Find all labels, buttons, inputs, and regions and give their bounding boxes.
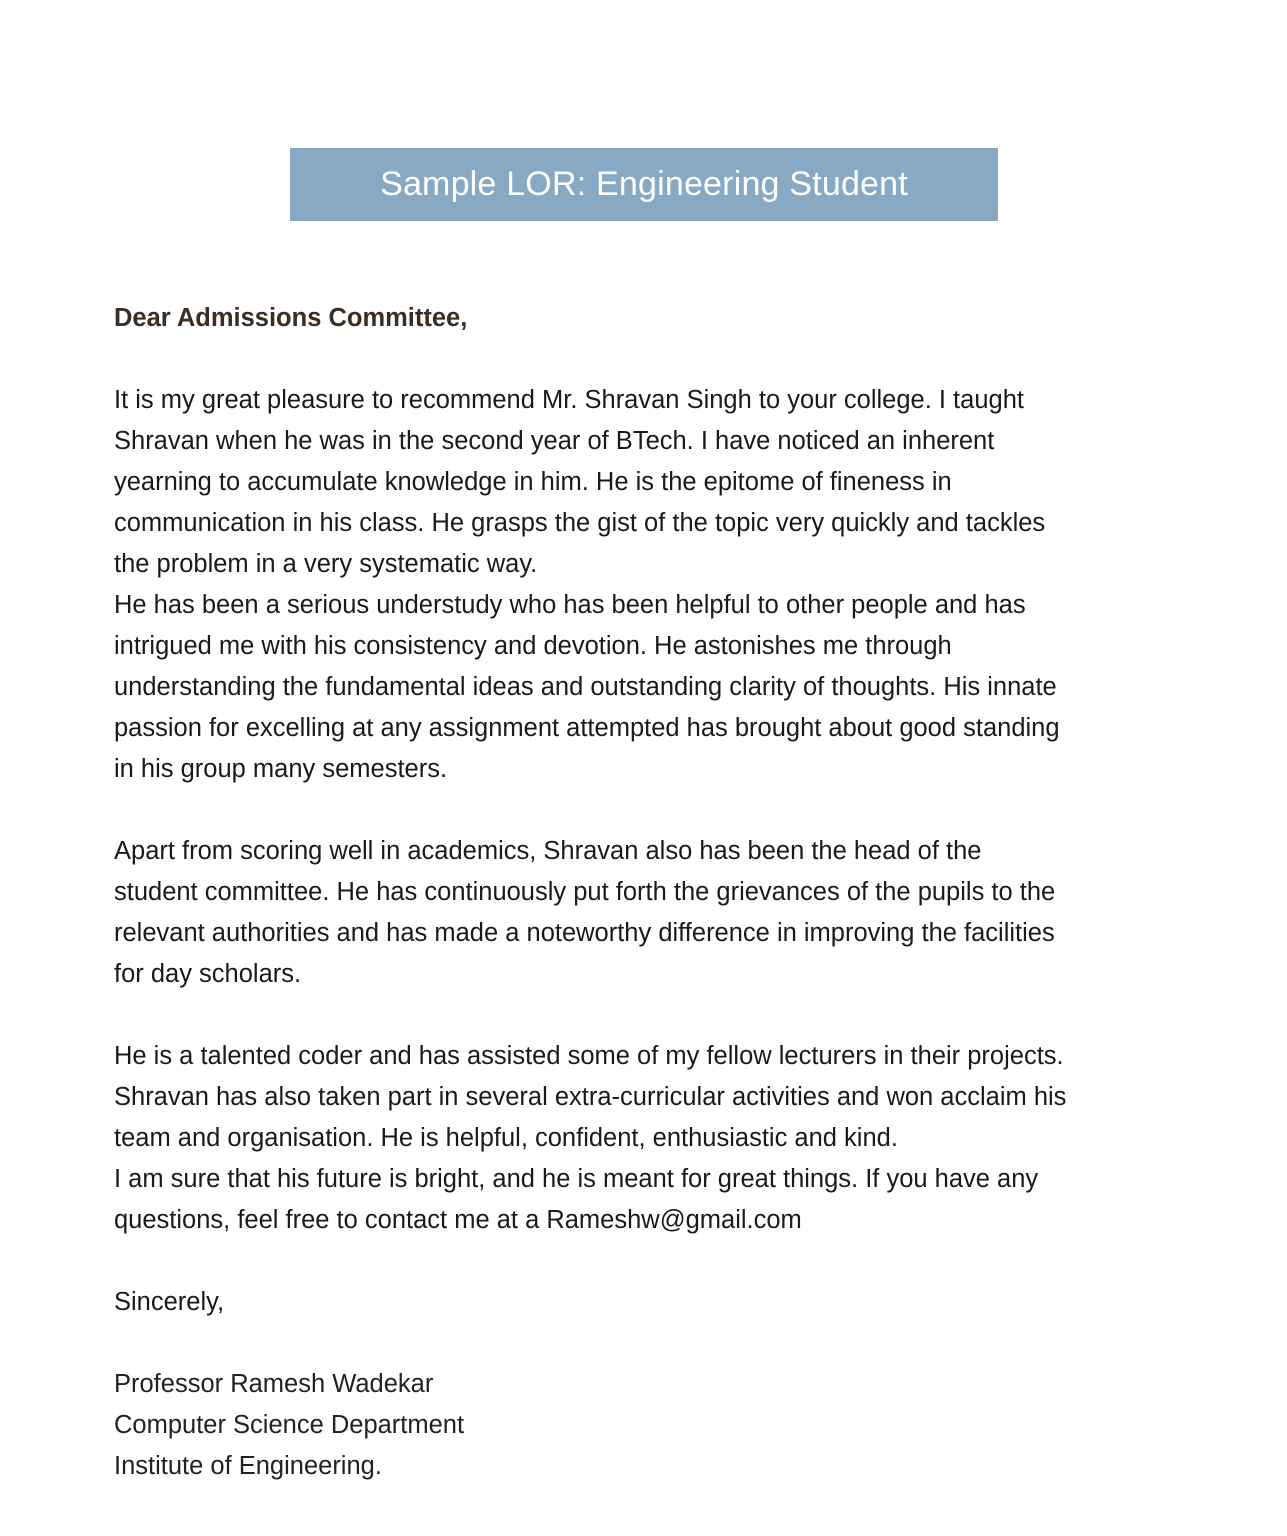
paragraph-coder (114, 1036, 1194, 1159)
paragraph-line: passion for excelling at any assignment attempted has brought about good standing (114, 714, 1060, 742)
paragraph-line: relevant authorities and has made a noteworthy difference in improving the facilities (114, 919, 1055, 947)
paragraph-line: Shravan when he was in the second year of BTech. I have noticed an inherent (114, 427, 995, 455)
paragraph-line: intrigued me with his consistency and devotion. He astonishes me through (114, 632, 952, 660)
spacer (114, 1241, 1194, 1282)
paragraph-understudy (114, 585, 1194, 790)
paragraph-line: Shravan has also taken part in several extra-curricular activities and won acclaim his (114, 1083, 1067, 1111)
letter-body (114, 298, 1194, 1487)
paragraph-line: team and organisation. He is helpful, confident, enthusiastic and kind. (114, 1124, 898, 1152)
paragraph-line: questions, feel free to contact me at a Rameshw@gmail.com (114, 1206, 802, 1234)
paragraph-line: student committee. He has continuously put forth the grievances of the pupils to the (114, 878, 1056, 906)
paragraph-academics (114, 831, 1194, 995)
paragraph-contact (114, 1159, 1194, 1241)
paragraph-line: for day scholars. (114, 960, 302, 988)
greeting: Dear Admissions Committee, (114, 304, 468, 332)
closing: Sincerely, (114, 1288, 225, 1316)
spacer (114, 790, 1194, 831)
paragraph-line: the problem in a very systematic way. (114, 550, 538, 578)
paragraph-line: yearning to accumulate knowledge in him. He is the epitome of fineness in (114, 468, 952, 496)
spacer (114, 339, 1194, 380)
document-title: Sample LOR: Engineering Student (380, 165, 908, 203)
paragraph-line: It is my great pleasure to recommend Mr. Shravan Singh to your college. I taught (114, 386, 1024, 414)
signature-institute: Institute of Engineering. (114, 1452, 382, 1480)
paragraph-line: He has been a serious understudy who has been helpful to other people and has (114, 591, 1026, 619)
paragraph-line: understanding the fundamental ideas and outstanding clarity of thoughts. His innate (114, 673, 1057, 701)
paragraph-line: Apart from scoring well in academics, Shravan also has been the head of the (114, 837, 982, 865)
paragraph-line: He is a talented coder and has assisted some of my fellow lecturers in their projects. (114, 1042, 1064, 1070)
paragraph-recommendation (114, 380, 1194, 585)
signature-name: Professor Ramesh Wadekar (114, 1370, 434, 1398)
spacer (114, 1323, 1194, 1364)
paragraph-line: in his group many semesters. (114, 755, 448, 783)
signature-block (114, 1364, 1194, 1487)
paragraph-line: I am sure that his future is bright, and he is meant for great things. If you have any (114, 1165, 1039, 1193)
signature-department: Computer Science Department (114, 1411, 465, 1439)
spacer (114, 995, 1194, 1036)
title-banner (290, 148, 998, 221)
paragraph-line: communication in his class. He grasps the gist of the topic very quickly and tackles (114, 509, 1046, 537)
